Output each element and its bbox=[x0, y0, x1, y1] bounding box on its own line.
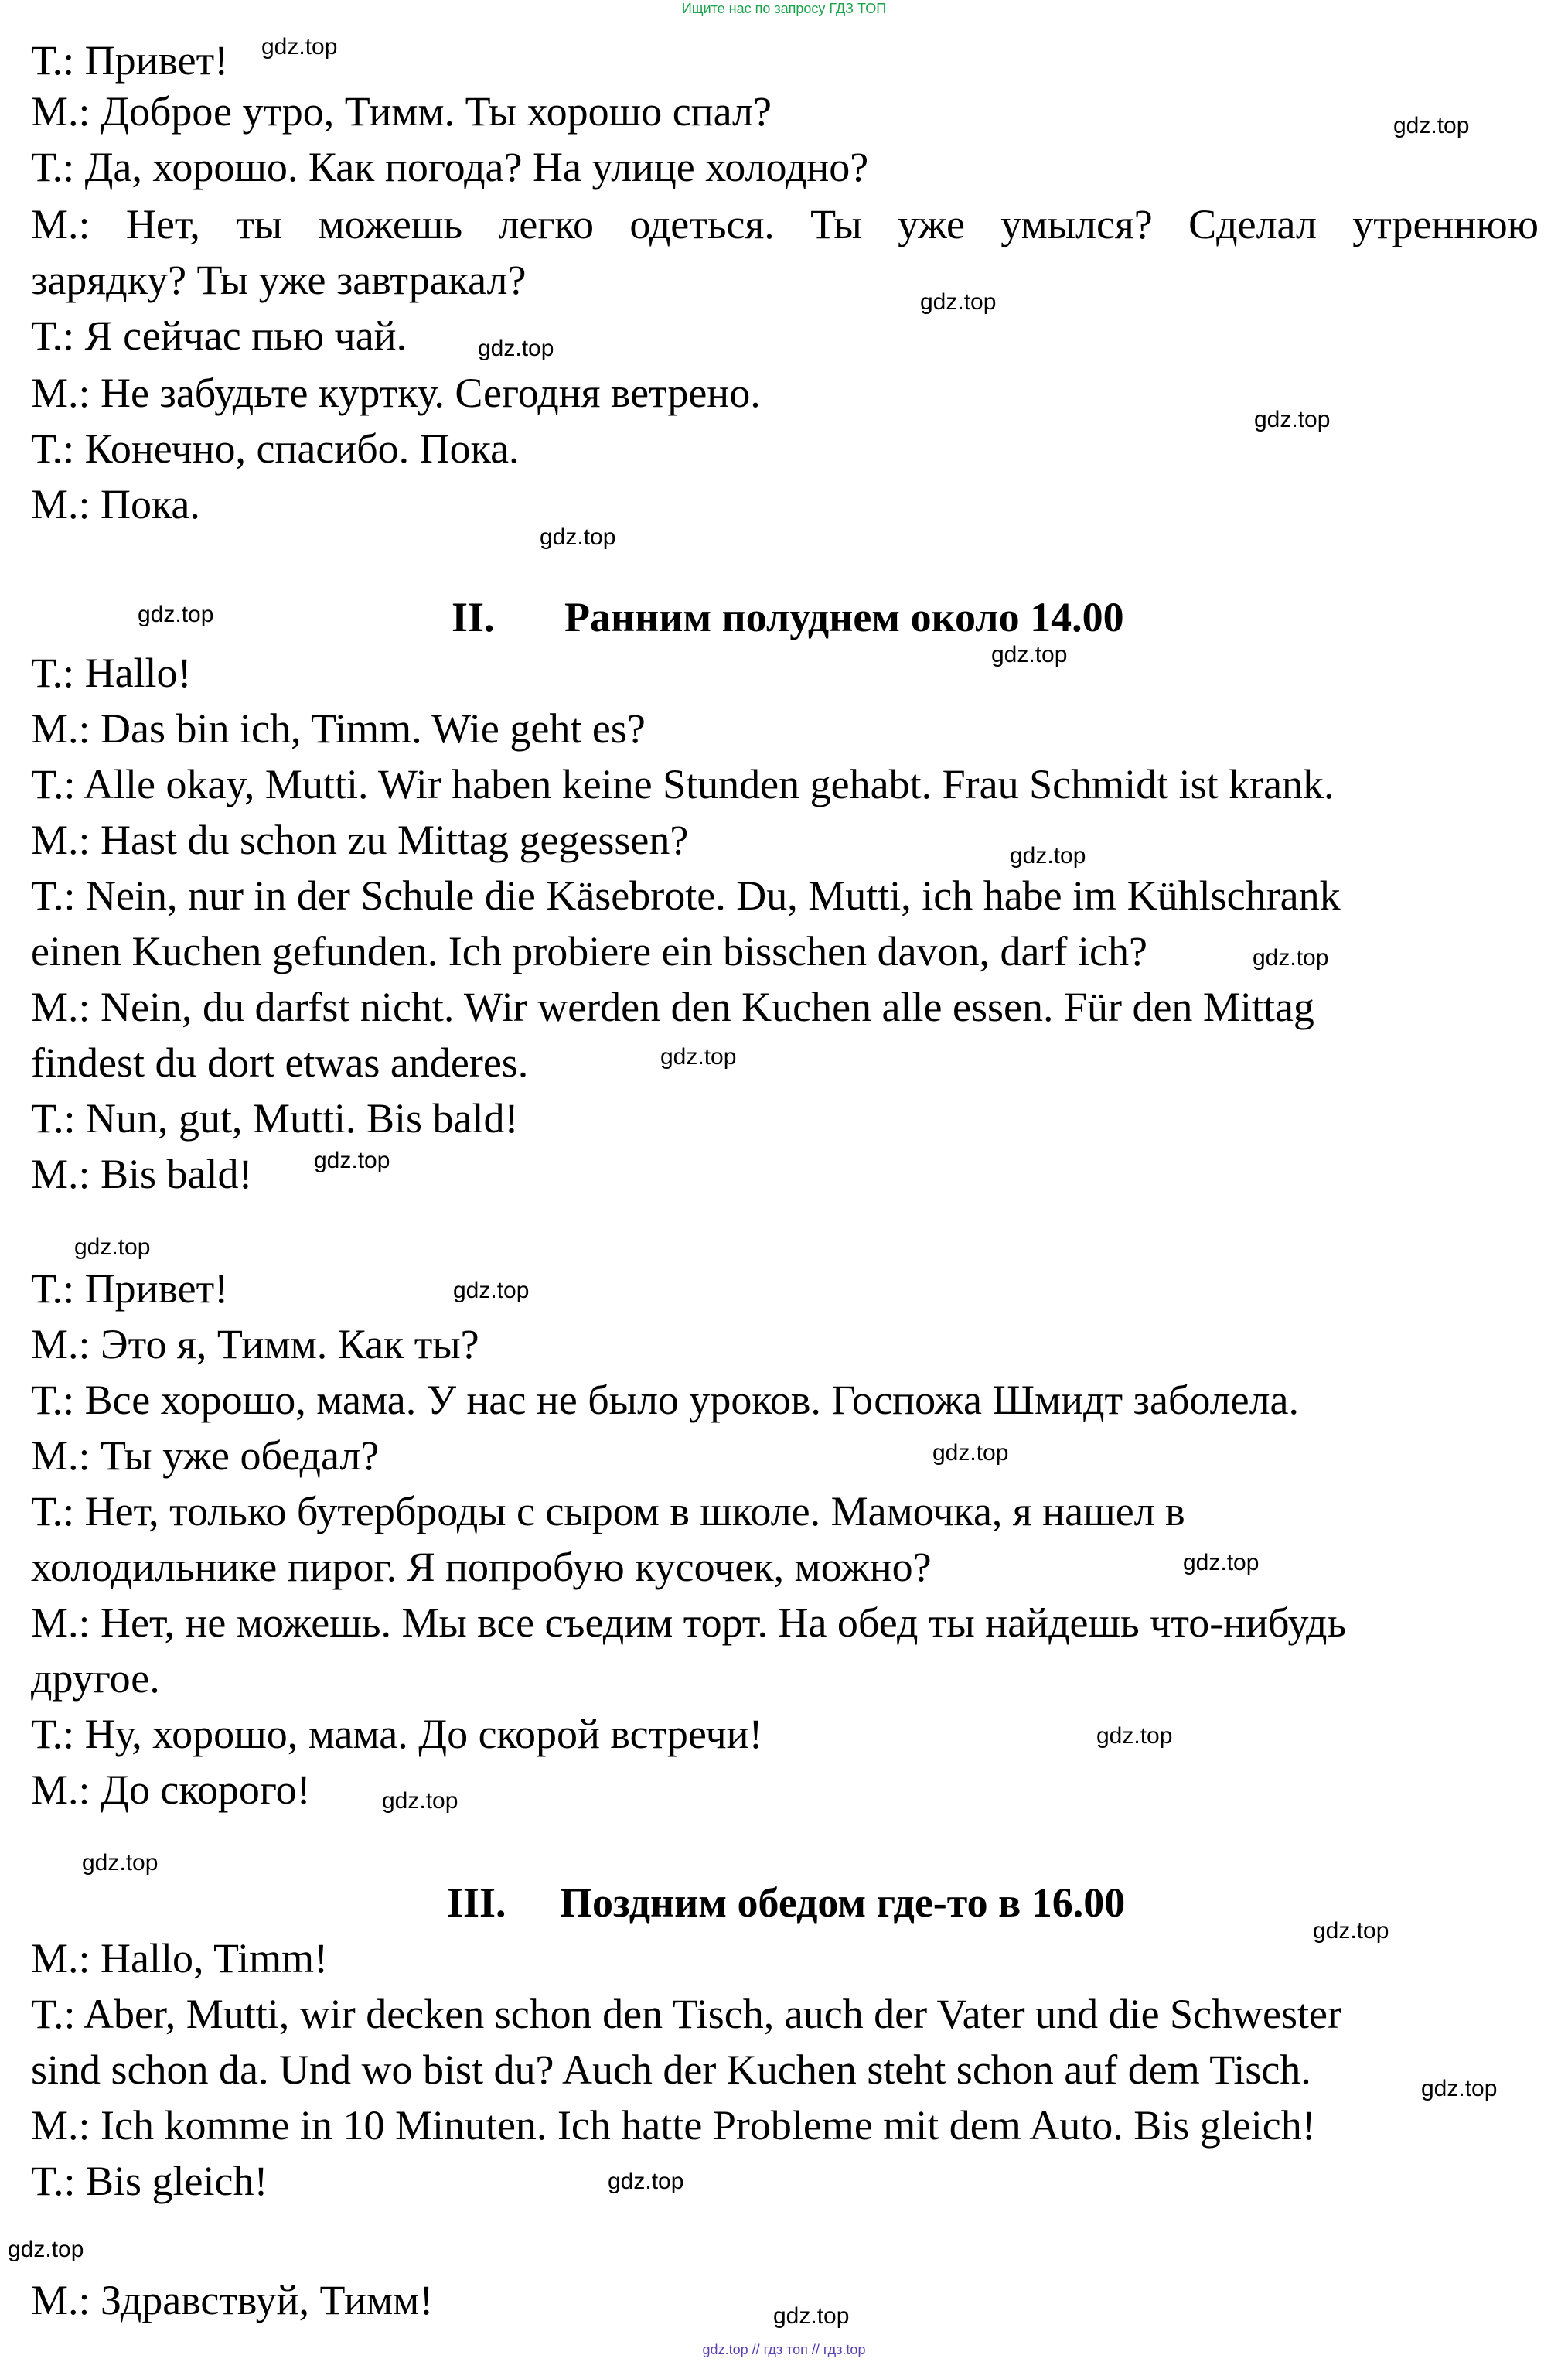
dialog-line: М.: До скорого! bbox=[31, 1766, 311, 1813]
watermark: gdz.top bbox=[453, 1278, 530, 1303]
section-heading bbox=[447, 1875, 1125, 1930]
dialog-line: М.: Нет, ты можешь легко одеться. Ты уже умылся? Сделал утреннюю bbox=[31, 201, 1539, 247]
dialog-line: Т.: Привет! bbox=[31, 37, 229, 84]
dialog-line: Т.: Да, хорошо. Как погода? На улице холодно? bbox=[31, 144, 869, 190]
dialog-line: einen Kuchen gefunden. Ich probiere ein bisschen davon, darf ich? bbox=[31, 928, 1147, 974]
watermark: gdz.top bbox=[773, 2303, 850, 2329]
dialog-line: Т.: Hallo! bbox=[31, 650, 192, 696]
dialog-line: М.: Нет, не можешь. Мы все съедим торт. На обед ты найдешь что-нибудь bbox=[31, 1599, 1347, 1646]
watermark: gdz.top bbox=[261, 34, 338, 60]
dialog-line: M.: Das bin ich, Timm. Wie geht es? bbox=[31, 705, 646, 752]
dialog-line: Т.: Нет, только бутерброды с сыром в школе. Мамочка, я нашел в bbox=[31, 1488, 1185, 1534]
watermark: gdz.top bbox=[82, 1850, 159, 1876]
dialog-line: другое. bbox=[31, 1655, 160, 1702]
dialog-line: зарядку? Ты уже завтракал? bbox=[31, 257, 527, 303]
section-number: II. bbox=[452, 594, 495, 640]
dialog-line: T.: Nun, gut, Mutti. Bis bald! bbox=[31, 1095, 519, 1142]
watermark: gdz.top bbox=[1393, 113, 1470, 138]
watermark: gdz.top bbox=[8, 2237, 84, 2262]
dialog-line: T.: Bis gleich! bbox=[31, 2158, 268, 2204]
watermark: gdz.top bbox=[138, 602, 214, 627]
section-title: Ранним полуднем около 14.00 bbox=[564, 594, 1124, 640]
section-heading bbox=[452, 589, 1124, 645]
watermark: gdz.top bbox=[1096, 1723, 1173, 1749]
watermark: gdz.top bbox=[932, 1440, 1009, 1466]
dialog-line: Т.: Я сейчас пью чай. bbox=[31, 312, 407, 359]
dialog-line: М.: Доброе утро, Тимм. Ты хорошо спал? bbox=[31, 88, 772, 135]
section-number: III. bbox=[447, 1879, 506, 1926]
watermark: gdz.top bbox=[1253, 945, 1329, 971]
watermark: gdz.top bbox=[382, 1788, 458, 1814]
dialog-line: М.: Это я, Тимм. Как ты? bbox=[31, 1321, 479, 1367]
watermark: gdz.top bbox=[1010, 843, 1086, 869]
section-title: Поздним обедом где-то в 16.00 bbox=[560, 1879, 1126, 1926]
dialog-line: T.: Alle okay, Mutti. Wir haben keine Stunden gehabt. Frau Schmidt ist krank. bbox=[31, 761, 1335, 807]
dialog-line: M.: Hallo, Timm! bbox=[31, 1935, 329, 1981]
dialog-line: T.: Aber, Mutti, wir decken schon den Tisch, auch der Vater und die Schwester bbox=[31, 1991, 1341, 2037]
dialog-line: Т.: Привет! bbox=[31, 1265, 229, 1312]
dialog-line: T.: Nein, nur in der Schule die Käsebrote. Du, Mutti, ich habe im Kühlschrank bbox=[31, 872, 1341, 919]
watermark: gdz.top bbox=[1254, 407, 1331, 432]
dialog-line: М.: Пока. bbox=[31, 481, 200, 527]
watermark: gdz.top bbox=[608, 2169, 684, 2194]
watermark: gdz.top bbox=[478, 336, 554, 361]
dialog-line: M.: Nein, du darfst nicht. Wir werden den Kuchen alle essen. Für den Mittag bbox=[31, 984, 1314, 1030]
watermark: gdz.top bbox=[540, 524, 616, 550]
header-note: Ищите нас по запросу ГДЗ ТОП bbox=[681, 1, 887, 16]
watermark: gdz.top bbox=[314, 1148, 390, 1173]
watermark: gdz.top bbox=[920, 289, 997, 315]
dialog-line: Т.: Все хорошо, мама. У нас не было уроков. Госпожа Шмидт заболела. bbox=[31, 1377, 1300, 1423]
watermark: gdz.top bbox=[74, 1234, 151, 1260]
dialog-line: M.: Hast du schon zu Mittag gegessen? bbox=[31, 817, 689, 863]
dialog-line: sind schon da. Und wo bist du? Auch der Kuchen steht schon auf dem Tisch. bbox=[31, 2046, 1311, 2093]
dialog-line: findest du dort etwas anderes. bbox=[31, 1039, 529, 1086]
dialog-line: М.: Здравствуй, Тимм! bbox=[31, 2277, 434, 2323]
dialog-line: M.: Bis bald! bbox=[31, 1151, 253, 1197]
dialog-line: М.: Не забудьте куртку. Сегодня ветрено. bbox=[31, 370, 761, 416]
dialog-line: холодильнике пирог. Я попробую кусочек, можно? bbox=[31, 1544, 932, 1590]
dialog-line: M.: Ich komme in 10 Minuten. Ich hatte Probleme mit dem Auto. Bis gleich! bbox=[31, 2102, 1316, 2149]
watermark: gdz.top bbox=[991, 642, 1068, 667]
watermark: gdz.top bbox=[1313, 1918, 1389, 1944]
dialog-line: Т.: Конечно, спасибо. Пока. bbox=[31, 425, 520, 472]
watermark: gdz.top bbox=[1183, 1550, 1260, 1575]
dialog-line: Т.: Ну, хорошо, мама. До скорой встречи! bbox=[31, 1711, 763, 1757]
watermark: gdz.top bbox=[660, 1044, 737, 1070]
footer-note: gdz.top // гдз топ // гдз.top bbox=[702, 2342, 866, 2357]
watermark: gdz.top bbox=[1421, 2076, 1498, 2101]
dialog-line: М.: Ты уже обедал? bbox=[31, 1432, 380, 1479]
